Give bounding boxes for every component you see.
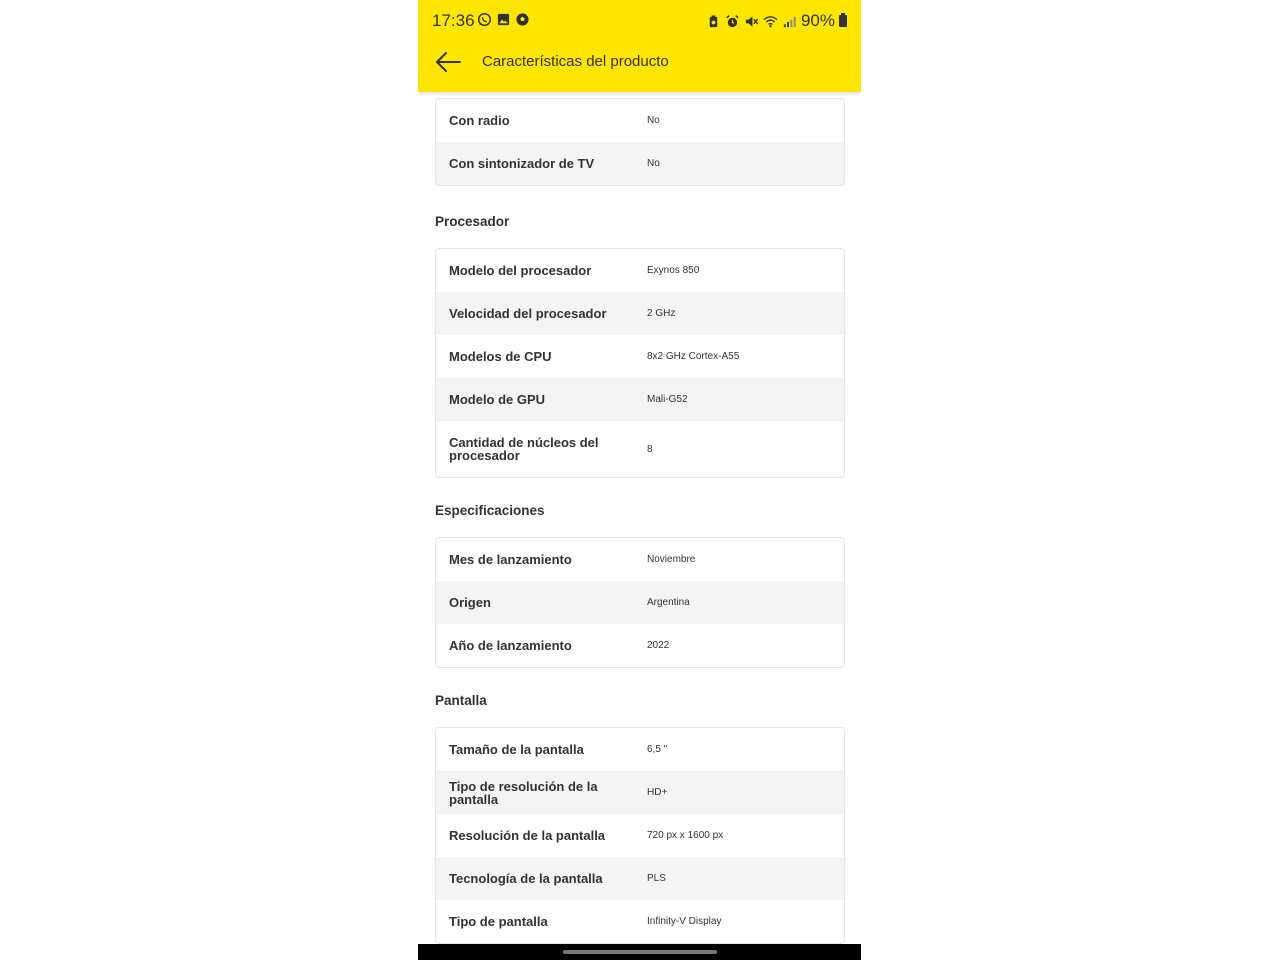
spec-label: Tecnología de la pantalla — [449, 871, 603, 886]
notification-icons — [477, 12, 530, 27]
table-row — [436, 421, 844, 477]
spec-label: Origen — [449, 595, 491, 610]
specs-table-general — [435, 98, 845, 186]
alarm-icon — [725, 14, 740, 29]
spec-value: Exynos 850 — [647, 265, 700, 276]
spec-value: Mali-G52 — [647, 394, 688, 405]
spec-value: PLS — [647, 873, 666, 884]
spec-value: 6,5 " — [647, 744, 668, 755]
phone-screen — [418, 0, 861, 960]
home-gesture-handle[interactable] — [563, 950, 717, 954]
table-row — [436, 99, 844, 142]
table-row — [436, 728, 844, 771]
spec-label: Mes de lanzamiento — [449, 552, 572, 567]
spec-label: Resolución de la pantalla — [449, 828, 606, 843]
spec-label: Tipo de pantalla — [449, 914, 548, 929]
table-row — [436, 249, 844, 292]
spec-value: No — [647, 158, 660, 169]
wifi-icon — [763, 14, 778, 29]
spec-value: 8 — [647, 443, 653, 455]
section-title-especificaciones: Especificaciones — [435, 503, 545, 518]
spec-label: Modelo del procesador — [449, 263, 592, 278]
specs-table-especificaciones — [435, 537, 845, 668]
table-row — [436, 335, 844, 378]
signal-icon — [782, 14, 797, 29]
status-bar — [418, 0, 861, 40]
spec-label: Con sintonizador de TV — [449, 156, 595, 171]
spec-label: Modelos de CPU — [449, 349, 552, 364]
spec-label: Cantidad de núcleos del procesador — [449, 435, 599, 463]
gallery-icon — [496, 12, 511, 27]
spec-label: Tamaño de la pantalla — [449, 742, 584, 757]
table-row — [436, 378, 844, 421]
spec-label: Modelo de GPU — [449, 392, 546, 407]
specs-table-procesador — [435, 248, 845, 478]
whatsapp-icon — [477, 12, 492, 27]
spec-label: Año de lanzamiento — [449, 638, 572, 653]
spec-label: Tipo de resolución de la pantalla — [449, 778, 598, 807]
section-title-procesador: Procesador — [435, 214, 510, 229]
system-status-icons — [706, 11, 847, 31]
page-title: Características del producto — [482, 53, 669, 70]
spec-value: No — [647, 115, 660, 126]
table-row — [436, 771, 844, 814]
system-navigation-bar — [418, 944, 861, 960]
table-row — [436, 142, 844, 185]
spec-value: 2 GHz — [647, 308, 676, 319]
table-row — [436, 900, 844, 943]
spec-value: 2022 — [647, 640, 670, 651]
spec-value: Argentina — [647, 597, 690, 608]
spec-value: 720 px x 1600 px — [647, 830, 724, 841]
table-row — [436, 814, 844, 857]
table-row — [436, 857, 844, 900]
spec-value: HD+ — [647, 787, 668, 798]
back-arrow-icon[interactable] — [432, 48, 464, 76]
table-row — [436, 581, 844, 624]
specs-table-pantalla — [435, 727, 845, 944]
battery-saver-icon — [706, 14, 721, 29]
spec-label: Velocidad del procesador — [449, 306, 607, 321]
app-bar — [418, 40, 861, 92]
top-bar — [418, 0, 861, 92]
battery-percent: 90% — [800, 11, 835, 30]
soccer-ball-icon — [515, 12, 530, 27]
section-title-pantalla: Pantalla — [435, 693, 487, 708]
status-time: 17:36 — [432, 11, 475, 30]
spec-value: 8x2 GHz Cortex-A55 — [647, 351, 740, 362]
spec-value: Infinity-V Display — [647, 916, 722, 927]
battery-icon — [839, 15, 847, 27]
spec-value: Noviembre — [647, 554, 696, 565]
spec-label: Con radio — [449, 113, 510, 128]
table-row — [436, 624, 844, 667]
table-row — [436, 538, 844, 581]
mute-icon — [744, 14, 759, 29]
table-row — [436, 292, 844, 335]
